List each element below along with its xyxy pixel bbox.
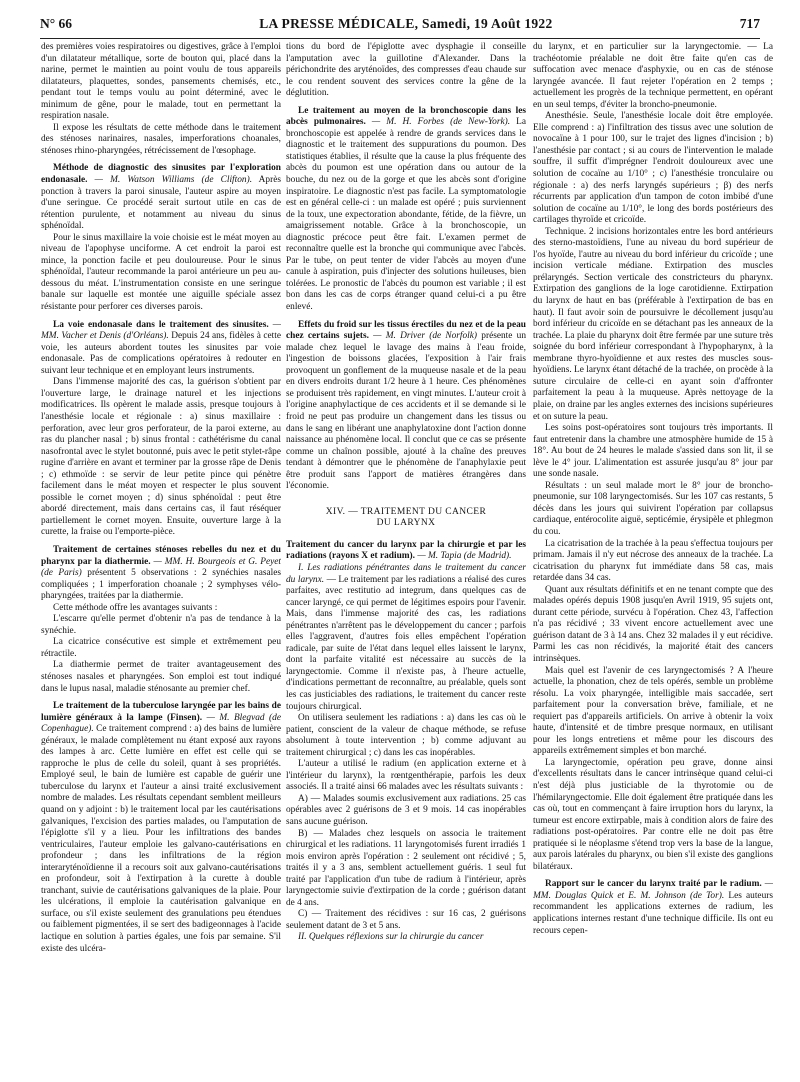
article-title: Rapport sur le cancer du larynx traité par le radium.: [545, 879, 762, 890]
column-2: [286, 42, 526, 1072]
paragraph: Résultats : un seul malade mort le 8° jour de broncho-pneumonie, sur 108 laryngectomisés. Sur les 107 cas restants, 5 décès dans les jours qui suivirent l'opération par collapsus cardiaque, entérocolite aiguë, septicémie, érysipèle et phlegmon du cou.: [533, 480, 773, 537]
paragraph: Quant aux résultats définitifs et en ne tenant compte que des malades opérés depuis 1908 jusqu'en Avril 1919, 95 sujets ont, durant cette période, survécu à l'opération. Chez 43, l'affection n'a pas récidivé ; 33 vivent encore actuellement avec une guérison datant de 3 à 14 ans. Chez 32 malades il y eut récidive. Parmi les cas non récidivés, la majorité était des cancers intrinsèques.: [533, 584, 773, 664]
paragraph: B) — Malades chez lesquels on associa le traitement chirurgical et les radiations. 11 laryngotomisés furent irradiés 1 mois environ après l'opération : 2 seulement ont récidivé ; 5, traités il y a 3 ans, semblent actuellement guéris. 1 seul fut traité par l'application d'un tube de radium à l'intérieur, après laryngectomie suivie d'extirpation de la corde ; guérison datant de 4 ans.: [286, 828, 526, 908]
article-author: — MM. Douglas Quick et E. M. Johnson (de Tor).: [533, 879, 773, 901]
paragraph: On utilisera seulement les radiations : a) dans les cas où le patient, conscient de la valeur de chaque méthode, se refuse absolument à toute intervention ; b) comme adjuvant au traitement chirurgical ; c) dans les cas inopérables.: [286, 713, 526, 758]
article-entry: [286, 106, 526, 314]
paragraph: Dans l'immense majorité des cas, la guérison s'obtient par l'ouverture large, le drainage naturel et les injections modificatrices. Ils opèrent le malade assis, presque toujours à l'anesthésie locale et régionale : a) sinus maxillaire : perforation, avec leur gros perforateur, de la paroi externe, au ras du plancher nasal ; b) sinus frontal : cathétérisme du canal nasofrontal avec le stylet boutonné, puis avec le petit stylet-râpe rugine d'arrière en avant et terminer par la grosse râpe de Denis ; c) ethmoïde : se servir de leur petite pince qui pénètre facilement dans le méat moyen et respecter le plus souvent possible le cornet moyen ; d) sinus sphénoïdal : peut être abordé directement, mais dans certains cas, il faut réséquer partiellement le cornet moyen. Ensuite, ouverture large à la curette, la fraise ou l'emporte-pièce.: [41, 377, 281, 538]
paragraph: C) — Traitement des récidives : sur 16 cas, 2 guérisons seulement datant de 3 et 5 ans.: [286, 909, 526, 931]
article-title: Effets du froid sur les tissus érectiles du nez et de la peau chez certains sujets.: [286, 319, 526, 342]
paragraph: La diathermie permet de traiter avantageusement des sténoses nasales et pharyngées. Son emploi est tout indiqué dans le lupus nasal, maladie sténosante au premier chef.: [41, 660, 281, 694]
article-entry: [533, 879, 773, 937]
item-body: — Le traitement par les radiations a réalisé des cures parfaites, avec restitutio ad integrum, dans quelques cas de cancer laryngé, ce qui permet de légitimes espoirs pour l'avenir. Mais, dans l'immense majorité des cas, les radiations pénétrantes n'arrêtent pas le développement du cancer ; parfois elles l'aggravent, d'autres fois elles empêchent l'opération radicale, par suite de l'état dans lequel elles laissent le larynx, dont la parfaite vitalité est nécessaire au succès de la laryngectomie. Comme il n'existe pas, à l'heure actuelle, d'indications permettant de reconnaître, au préalable, quels sont les cas justiciables des radiations, le traitement du cancer reste toujours chirurgical.: [286, 574, 526, 712]
page-number: 717: [739, 16, 760, 31]
article-title: Méthode de diagnostic des sinusites par l'exploration endonasale.: [41, 163, 281, 186]
item-title: II. Quelques réflexions sur la chirurgie du cancer: [298, 932, 484, 943]
article-entry: [41, 545, 281, 603]
article-author: — M. Watson Williams (de Clifton).: [94, 175, 253, 186]
article-title: Traitement de certaines sténoses rebelles du nez et du pharynx par la diathermie.: [41, 544, 281, 567]
article-title: Traitement du cancer du larynx par la chirurgie et par les radiations (rayons X et radium).: [286, 539, 526, 562]
section-heading: [286, 507, 526, 530]
column-1: [41, 42, 281, 1072]
paragraph: L'auteur a utilisé le radium (en application externe et à l'intérieur du larynx), la rœntgenthérapie, parfois les deux associés. Il a traité ainsi 66 malades avec les résultats suivants :: [286, 759, 526, 793]
article-body: Après ponction à travers la paroi sinusale, l'auteur aspire au moyen d'une seringue. Ce procédé serait surtout utile en cas de rétention purulente, et notamment au niveau du sinus sphénoïdal.: [41, 175, 281, 232]
section-subtitle: DU LARYNX: [376, 518, 436, 529]
article-entry: [41, 163, 281, 232]
paragraph: La cicatrice consécutive est simple et extrêmement peu rétractile.: [41, 637, 281, 659]
paragraph: Mais quel est l'avenir de ces laryngectomisés ? A l'heure actuelle, la phonation, chez de tels opérés, semble un problème résolu. La voix pharyngée, intelligible mais saccadée, sert parfaitement pour la conversation brève, familiale, et ne requiert pas d'appareils artificiels. On arrive à obtenir la voix haute, d'intensité et de timbre presque normaux, en utilisant pour les longs entretiens et même pour les discours des appareils extrêmement simples et bon marché.: [533, 665, 773, 757]
paragraph: A) — Malades soumis exclusivement aux radiations. 25 cas opérables avec 2 guérisons de 3 et 9 mois. 14 cas inopérables sans aucune guérison.: [286, 793, 526, 827]
article-title: Le traitement au moyen de la bronchoscopie dans les abcès pulmonaires.: [286, 105, 526, 128]
paragraph: des premières voies respiratoires ou digestives, grâce à l'emploi d'un dilatateur métallique, sorte de bouton qui, placé dans la narine, permet le maintien au point voulu de tous appareils dilatateurs, plaquettes, sondes, pansements chemisés, etc., pendant tout le temps voulu au point déterminé, avec le minimum de gêne, pour le malade, tout en permettant la respiration nasale.: [41, 42, 281, 122]
article-body: présente un malade chez lequel le lavage des mains à l'eau froide, l'ingestion de boissons glacées, l'exposition à l'air frais provoquent un gonflement de la muqueuse nasale et de la peau en divers endroits durant 1/2 heure à 1 heure. Ces phénomènes se produisent très rapidement, en vingt minutes. L'auteur croit à l'origine anaphylactique de ces accidents et il se demande si le froid ne peut pas produire un changement dans les tissus ou dans le sang en libérant une anaphylatoxine dont l'action donne naissance au phénomène local. Il conclut que ce cas se présente comme un chaînon possible, ajouté à la chaîne des preuves tendant à démontrer que le phénomène de l'anaphylaxie peut être produit sans l'apport de matières étrangères dans l'économie.: [286, 331, 526, 492]
article-author: — M. H. Forbes (de New-York).: [371, 117, 511, 128]
page-header: [40, 16, 760, 36]
article-body: La bronchoscopie est appelée à rendre de grands services dans le diagnostic et le traitement des suppurations du poumon. Des statistiques établies, il résulte que la cause la plus fréquente des abcès du poumon est une opération dans ou autour de la bouche, du nez ou de la gorge et que les abcès sont d'origine inspiratoire. Le diagnostic n'est pas facile. La symptomatologie est en général celle-ci : un malade est opéré ; puis surviennent de la toux, une expectoration abondante, fétide, de la fièvre, un amaigrissement notable. Grâce à la bronchoscopie, un diagnostic précoce peut être fait. L'examen permet de reconnaître quelle est la bronche qui communique avec l'abcès. Par le tube, on peut tenter de vider l'abcès au moyen d'une canule à aspiration, puis d'injecter des solutions huileuses, bien tolérées. Le pronostic de l'abcès du poumon est variable ; il est bon dans les cas de corps étranger quand celui-ci a pu être enlevé.: [286, 117, 526, 313]
article-body: Depuis 24 ans, fidèles à cette voie, les auteurs abordent toutes les sinusites par voie endonasale. Pas de complications opératoires à redouter en suivant leur technique et en employant leurs instruments.: [41, 331, 281, 376]
item-title: I. Les radiations pénétrantes dans le traitement du cancer du larynx.: [286, 562, 526, 585]
article-entry: [286, 540, 526, 563]
paragraph: L'escarre qu'elle permet d'obtenir n'a pas de tendance à la synéchie.: [41, 614, 281, 636]
paragraph: tions du bord de l'épiglotte avec dysphagie il conseille l'amputation avec la guillotine d'Alexander. Dans la périchondrite des aryténoïdes, des compresses d'eau chaude sur le cou rendent souvent des services contre la gêne de la déglutition.: [286, 42, 526, 99]
article-body: Les auteurs recommandent les applications externes de radium, les applications internes restant d'une technique difficile. Ils ont eu recours cepen-: [533, 890, 773, 936]
numbered-item: [286, 563, 526, 713]
paragraph: Technique. 2 incisions horizontales entre les bord antérieurs des sterno-mastoïdiens, l'une au niveau du bord supérieur de l'os hyoïde, l'autre au niveau du bord inférieur du cricoïde ; une incision verticale médiane. Extirpation des muscles prélaryngés. Section verticale des constricteurs du pharynx. Extirpation des ganglions de la loge carotidienne. Extirpation du larynx de haut en bas (préférable à l'extirpation de bas en haut). Il faut avoir soin de poursuivre le décollement jusqu'au bord inférieur du cricoïde en se détachant pas les anneaux de la trachée. La plaie du pharynx doit être fermée par une suture très soignée du bord inférieur correspondant à l'hypopharynx, à la membrane thyro-hyoïdienne et aux restes des muscles sous-hyoïdiens. Le larynx étant détaché de la trachée, on procède à la suture circulaire de celle-ci en ayant soin d'affronter parfaitement la peau à la muqueuse. Après nettoyage de la plaie, on draine par les angles externes des incisions supérieures et on suture la peau.: [533, 226, 773, 422]
article-author: — M. Driver (de Norfolk): [373, 331, 478, 342]
header-rule: [40, 38, 760, 39]
paragraph: La cicatrisation de la trachée à la peau s'effectua toujours per primam. Jamais il n'y eut nécrose des anneaux de la trachée. La cicatrisation du pharynx fut immédiate dans 58 cas, mais retardée dans 34 cas.: [533, 538, 773, 584]
article-title: La voie endonasale dans le traitement des sinusites.: [53, 319, 269, 330]
paragraph: du larynx, et en particulier sur la laryngectomie. — La trachéotomie préalable ne doit être faite qu'en cas de suffocation avec menace d'asphyxie, ou en cas de sténose laryngée avancée. Il faut rejeter l'opération en 2 temps ; actuellement les progrès de la technique permettent, en opérant en un seul temps, d'éviter la broncho-pneumonie.: [533, 42, 773, 110]
issue-number: N° 66: [40, 16, 73, 31]
article-author: — M. Blegvad (de Copenhague).: [41, 712, 281, 735]
article-author: — M. Tapia (de Madrid).: [417, 551, 512, 562]
paragraph: Anesthésie. Seule, l'anesthésie locale doit être employée. Elle comprend : a) l'infiltration des tissus avec une solution de novocaïne à 1 pour 100, sur le trajet des lignes d'incision ; b) l'anesthésie par contact ; si au cours de l'intervention le malade souffre, il suffit d'imprégner l'endroit douloureux avec une solution de cocaïne au 1/10° ; c) l'anesthésie tronculaire ou régionale : a) des nerfs laryngés supérieurs ; β) des nerfs récurrents par application d'un tampon de coton imbibé d'une solution de cocaïne au 1/10°, le long des bords postérieurs des cartilages thyroïde et cricoïde.: [533, 111, 773, 226]
article-author: — MM. H. Bourgeois et G. Peyet (de Paris): [41, 556, 281, 579]
paragraph: Cette méthode offre les avantages suivants :: [53, 602, 218, 613]
article-author: — MM. Vacher et Denis (d'Orléans).: [41, 319, 281, 342]
numbered-item: [286, 932, 526, 944]
article-entry: [41, 320, 281, 378]
paragraph: La laryngectomie, opération peu grave, donne ainsi d'excellents résultats dans le cancer intrinsèque quand celui-ci n'est déjà plus justiciable de la thyrotomie ou de l'hémilaryngectomie. Elle doit également être pratiquée dans les cas où, tout en commençant à faire irruption hors du larynx, la tumeur est encore extirpable, mais à condition alors de faire des radiations post-opératoires. Par contre elle ne doit pas être pratiquée si le néoplasme s'étend trop vers la base de la langue, aux parois latérales du pharynx, ou bien s'il existe des ganglions bilatéraux.: [533, 757, 773, 872]
article-title: Le traitement de la tuberculose laryngée par les bains de lumière généraux à la lampe (Finsen).: [41, 701, 281, 723]
section-title: XIV. — TRAITEMENT DU CANCER: [325, 506, 487, 517]
paragraph: Pour le sinus maxillaire la voie choisie est le méat moyen au niveau de l'apophyse unciforme. A cet endroit la paroi est mince, la ponction facile et peu douloureuse. Pour le sinus sphénoïdal, l'auteur recommande la paroi antérieure un peu au-dessous du méat. L'instrumentation consiste en une seringue banale sur laquelle est montée une aiguille spéciale assez résistante pour perforer ces diverses parois.: [41, 232, 281, 313]
article-entry: [41, 701, 281, 955]
article-body: présentent 5 observations : 2 synéchies nasales compliquées ; 1 imperforation choanale ; 2 symphyses vélo-pharyngées, traitées par la diathermie.: [41, 568, 281, 602]
article-body: Ce traitement comprend : a) des bains de lumière généraux, le malade complètement nu étant exposé aux rayons des lampes à arc. Cette lumière en effet est celle qui se rapproche le plus de celle du soleil, quant à ses propriétés. Employé seul, le bain de lumière est capable de guérir une tuberculose du larynx et l'auteur a ainsi traité exclusivement nombre de malades. Les résultats cependant semblent meilleurs quand on y adjoint : b) le traitement local par les cautérisations galvaniques, l'excision des parties malades, ou l'amputation de l'épiglotte s'il y a lieu. Pour les infiltrations des bandes ventriculaires, l'auteur emploie les galvano-cautérisations en profondeur ; dans les infiltrations de la région interaryténoïdienne il a recours soit aux galvano-cautérisations en profondeur, soit à l'extirpation à la curette à double tranchant, suivie de cautérisations galvaniques de la plaie. Pour les ulcérations, il emploie la cautérisation galvanique en surface, ou s'il existe seulement des granulations peu étendues ou faiblement pigmentées, il se sert des badigeonnages à l'acide lactique en solution à parties égales, une fois par semaine. S'il existe des ulcéra-: [41, 724, 281, 954]
paragraph: Il expose les résultats de cette méthode dans le traitement des sténoses narinaires, nasales, imperforations choanales, sténoses rhino-pharyngées, rétrécissement de l'œsophage.: [41, 122, 281, 156]
column-3: [533, 42, 773, 1072]
journal-title-date: LA PRESSE MÉDICALE, Samedi, 19 Août 1922: [259, 16, 553, 31]
article-entry: [286, 320, 526, 493]
paragraph: Les soins post-opératoires sont toujours très importants. Il faut entretenir dans la chambre une atmosphère humide de 15 à 18°. Au bout de 24 heures le malade s'assied dans son lit, il se lève le 4° jour. L'alimentation est assurée jusqu'au 8° jour par une sonde nasale.: [533, 423, 773, 480]
